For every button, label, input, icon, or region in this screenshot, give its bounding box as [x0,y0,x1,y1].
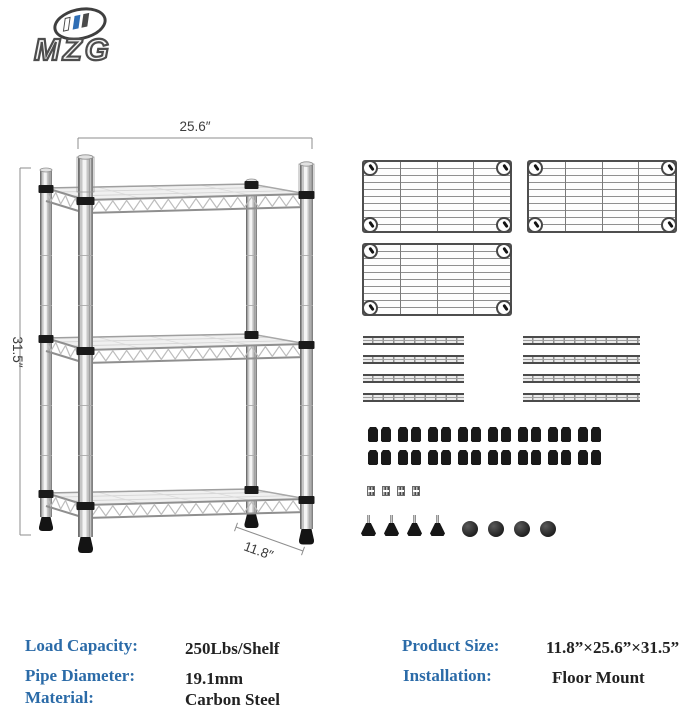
pole-column [523,336,640,402]
shelf-corner-collar [496,243,512,259]
tube-part [523,393,640,402]
sleeve-clip [578,450,588,465]
sleeve-clip [561,427,571,442]
sleeve-clip [458,450,468,465]
foot-row [360,515,446,537]
foot-part-part [406,515,423,537]
spec-value-load-capacity: 250Lbs/Shelf [185,639,280,658]
sleeve-clip [398,427,408,442]
foot-part-part [360,515,377,537]
pole-front-right [299,162,314,545]
shelving-unit-illustration [0,0,345,600]
sleeve-clip [548,427,558,442]
sleeve-clip [428,450,438,465]
sleeve-clip [368,450,378,465]
sleeve-clip [441,427,451,442]
sleeve-clip [518,450,528,465]
shelf-corner-collar [527,160,543,176]
spec-label-pipe-diameter: Pipe Diameter: [25,666,135,685]
sleeve-clip [591,450,601,465]
screw-part [412,486,420,496]
shelf-corner-collar [496,217,512,233]
tube-part [363,355,464,364]
clip-pair-part [548,450,571,465]
clip-pair-part [428,427,451,442]
clip-pair-part [488,427,511,442]
sleeve-clip [471,427,481,442]
clip-pair-part [428,450,451,465]
foot-front-left [78,537,93,553]
sleeve-clip [591,427,601,442]
spec-label-product-size: Product Size: [402,636,500,655]
sleeve-clip [531,427,541,442]
shelf-corner-collar [362,243,378,259]
spec-value-pipe-diameter: 19.1mm [185,669,244,688]
shelf-corner-collar [661,160,677,176]
shelf-panel-part-3 [362,243,512,316]
clip-row [368,450,601,465]
spec-value-installation: Floor Mount [552,668,645,687]
tube-part [363,336,464,345]
sleeve-clip [578,427,588,442]
clip-row [368,427,601,442]
shelf-corner-collar [661,217,677,233]
sleeve-clip [368,427,378,442]
cap-row [462,521,556,537]
spec-value-material: Carbon Steel [185,690,280,709]
tube-part [363,374,464,383]
clip-pair-part [458,427,481,442]
cap-part [462,521,478,537]
height-dimension-label: 31.5″ [10,336,25,368]
pole-back-left [39,168,53,531]
spec-value-product-size: 11.8”×25.6”×31.5” [546,638,679,657]
clip-pair-part [518,450,541,465]
clip-pair-part [518,427,541,442]
spec-label-installation: Installation: [403,666,492,685]
clip-pair-part [458,450,481,465]
width-dimension [78,138,312,149]
cap-part [540,521,556,537]
sleeve-clip [398,450,408,465]
shelf-corner-collar [362,300,378,316]
sleeve-clip [561,450,571,465]
clip-pair-part [368,450,391,465]
pole-column [363,336,464,402]
sleeve-clip [458,427,468,442]
sleeve-clip [501,450,511,465]
clip-pair-part [548,427,571,442]
tube-part [523,374,640,383]
sleeve-clip [428,427,438,442]
front-collars [77,191,315,510]
clip-pair-part [398,450,421,465]
sleeve-clip [531,450,541,465]
tube-part [523,336,640,345]
shelf-corner-collar [527,217,543,233]
clip-pair-part [488,450,511,465]
cap-part [514,521,530,537]
shelf-panel-part-1 [362,160,512,233]
sleeve-clip [488,450,498,465]
sleeve-clip [381,450,391,465]
spec-label-load-capacity: Load Capacity: [25,636,138,655]
foot-back-right [244,514,258,528]
shelf-corner-collar [496,300,512,316]
foot-part-part [429,515,446,537]
foot-back-left [39,517,53,531]
screw-part [382,486,390,496]
shelf-corner-collar [362,160,378,176]
shelf-panel-part-2 [527,160,677,233]
sleeve-clip [548,450,558,465]
foot-front-right [299,529,314,545]
sleeve-clip [471,450,481,465]
depth-dimension-label: 11.8″ [241,538,276,563]
clip-pair-part [578,427,601,442]
sleeve-clip [411,427,421,442]
screw-part [367,486,375,496]
screw-row [367,486,420,496]
shelf-corner-collar [496,160,512,176]
shelf-corner-collar [362,217,378,233]
clip-pair-part [578,450,601,465]
sleeve-clip [488,427,498,442]
width-dimension-label: 25.6″ [179,119,211,134]
logo-wordmark: MZG [34,32,112,67]
foot-part-part [383,515,400,537]
screw-part [397,486,405,496]
sleeve-clip [518,427,528,442]
sleeve-clip [441,450,451,465]
sleeve-clip [411,450,421,465]
sleeve-clip [381,427,391,442]
tube-part [363,393,464,402]
spec-label-material: Material: [25,688,94,707]
clip-pair-part [398,427,421,442]
clip-pair-part [368,427,391,442]
tube-part [523,355,640,364]
cap-part [488,521,504,537]
sleeve-clip [501,427,511,442]
